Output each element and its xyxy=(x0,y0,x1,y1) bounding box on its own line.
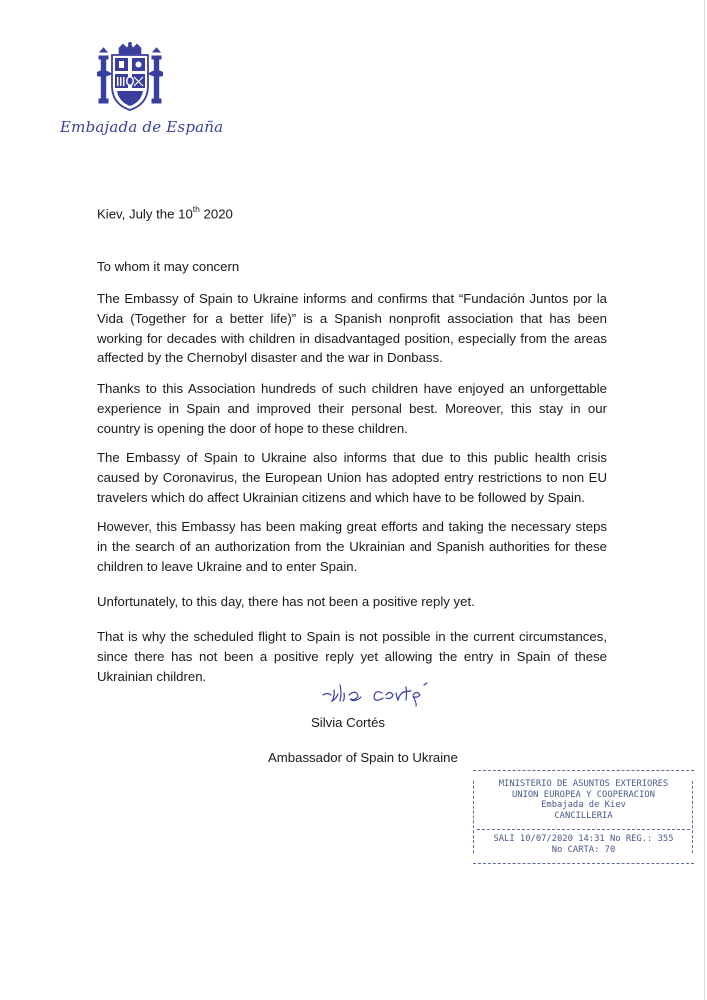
letter-paragraph: The Embassy of Spain to Ukraine also informs that due to this public health crisis caused by Coronavirus, the European Union has adopted entry restrictions to non EU travelers which do affect Ukrainian citizens and which have to be followed by Spain. xyxy=(97,450,607,505)
stamp-header xyxy=(473,779,694,821)
letter-paragraph: Thanks to this Association hundreds of such children have enjoyed an unforgettable experience in Spain and improved their personal best. Moreover, this stay in our country is opening the door of hope to these children. xyxy=(97,381,607,436)
stamp-letter-number: No CARTA: 70 xyxy=(551,844,616,855)
signer-title: Ambassador of Spain to Ukraine xyxy=(268,750,458,765)
stamp-divider xyxy=(477,829,690,830)
stamp-embassy: Embajada de Kiev xyxy=(541,800,626,810)
letter-greeting: To whom it may concern xyxy=(97,259,240,274)
letter-paragraph: Unfortunately, to this day, there has not been a positive reply yet. xyxy=(97,594,475,609)
letter-date: Kiev, July the 10th 2020 xyxy=(97,204,233,222)
handwritten-signature xyxy=(318,679,470,707)
letter-paragraph: The Embassy of Spain to Ukraine informs and confirms that “Fundación Juntos por la Vida (Together for a better life)” is a Spanish nonprofit association that has been working for decades with children in disadvantaged position, especially from the areas affected by the Chernobyl disaster and the war in Donbass. xyxy=(97,291,607,366)
stamp-registration xyxy=(473,834,694,855)
stamp-department: UNION EUROPEA Y COOPERACION xyxy=(512,789,655,800)
coat-of-arms-icon xyxy=(97,42,163,114)
stamp-chancery: CANCILLERIA xyxy=(554,810,613,821)
letter-paragraph: That is why the scheduled flight to Spain is not possible in the current circumstances, since there has not been a positive reply yet allowing the entry in Spain of these Ukrainian children. xyxy=(97,629,607,684)
letter-paragraph: However, this Embassy has been making great efforts and taking the necessary steps in the search of an authorization from the Ukrainian and Spanish authorities for these children to leave Ukraine and to enter Spain. xyxy=(97,519,607,574)
page-edge xyxy=(704,0,705,1000)
stamp-ministry: MINISTERIO DE ASUNTOS EXTERIORES xyxy=(498,779,669,789)
embassy-letterhead: Embajada de España xyxy=(60,118,224,136)
registry-stamp xyxy=(473,770,694,864)
stamp-exit-record: SALI 10/07/2020 14:31 No REG.: 355 xyxy=(493,834,674,844)
date-ordinal-suffix: th xyxy=(192,204,200,214)
signer-name: Silvia Cortés xyxy=(311,715,386,730)
